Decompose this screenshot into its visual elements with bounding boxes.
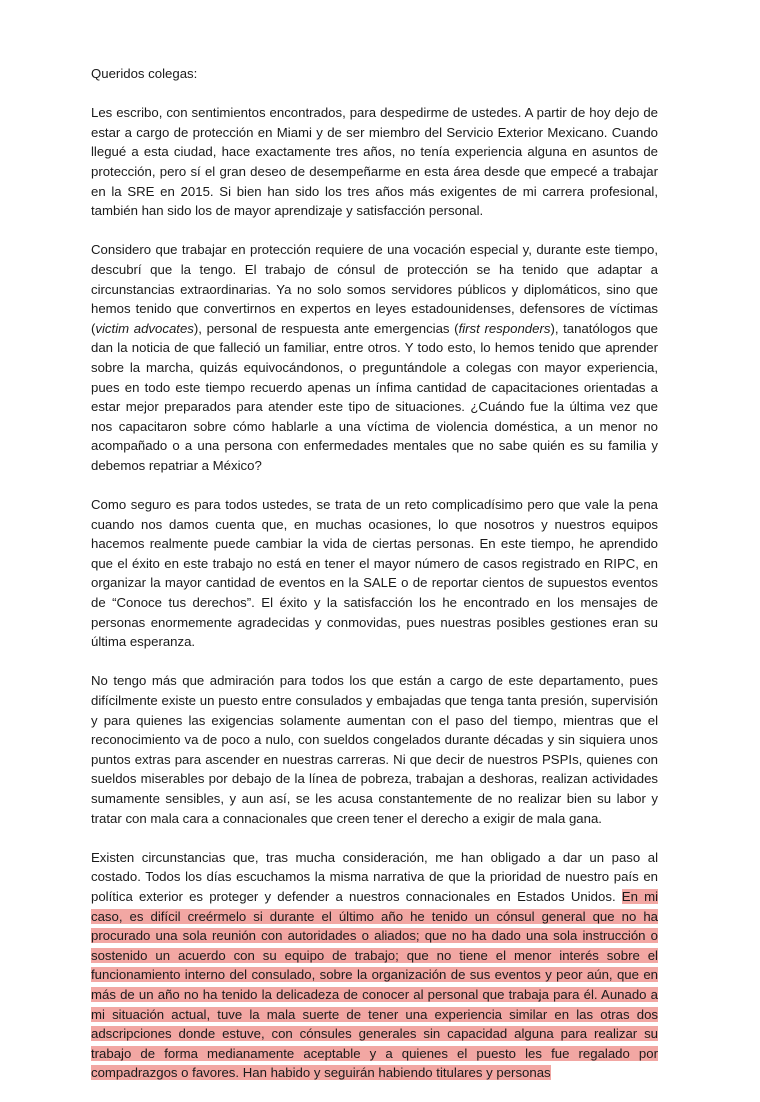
letter-paragraph-1 bbox=[91, 103, 658, 221]
paragraph-text: Como seguro es para todos ustedes, se trata de un reto complicadísimo pero que vale la pena cuando nos damos cuenta que, en muchas ocasiones, lo que nosotros y nuestros equipos hacemos realmente puede cambiar la vida de ciertas personas. En este tiempo, he aprendido que el éxito en este trabajo no está en tener el mayor número de casos registrado en RIPC, en organizar la mayor cantidad de eventos en la SALE o de reportar cientos de supuestos eventos de “Conoce tus derechos”. El éxito y la satisfacción los he encontrado en los mensajes de personas enormemente agradecidas y conmovidas, pues nuestras posibles gestiones eran su última esperanza. bbox=[91, 497, 658, 650]
paragraph-text: ), tanatólogos que dan la noticia de que falleció un familiar, entre otros. Y todo esto, lo hemos tenido que aprender sobre la marcha, quizás equivocándonos, o preguntándole a colegas con mayor experiencia, pues en todo este tiempo recuerdo apenas un ínfima cantidad de capacitaciones orientadas a estar mejor preparados para atender este tipo de situaciones. ¿Cuándo fue la última vez que nos capacitaron sobre cómo hablarle a una víctima de violencia doméstica, a un menor no acompañado o a una persona con enfermedades mentales que no sabe quién es su familia y debemos repatriar a México? bbox=[91, 320, 658, 473]
letter-page bbox=[91, 64, 658, 1102]
letter-greeting: Queridos colegas: bbox=[91, 66, 198, 81]
letter-paragraph-2 bbox=[91, 240, 658, 475]
letter-paragraph-3 bbox=[91, 495, 658, 652]
highlighted-passage: En mi caso, es difícil creérmelo si durante el último año he tenido un cónsul general que no ha procurado una sola reunión con autoridades o aliados; que no ha dado una sola instrucción o sostenido un acuerdo con su equipo de trabajo; que no tiene el menor interés sobre el funcionamiento interno del consulado, sobre la organización de sus eventos y peor aún, que en más de un año no ha tenido la delicadeza de conocer al personal que trabaja para él. Aunado a mi situación actual, tuve la mala suerte de tener una experiencia similar en las otras dos adscripciones donde estuve, con cónsules generales sin capacidad alguna para realizar su trabajo de forma medianamente aceptable y a quienes el puesto les fue regalado por compadrazgos o favores. Han habido y seguirán habiendo titulares y personas bbox=[91, 888, 658, 1081]
paragraph-text: Les escribo, con sentimientos encontrados, para despedirme de ustedes. A partir de hoy dejo de estar a cargo de protección en Miami y de ser miembro del Servicio Exterior Mexicano. Cuando llegué a esta ciudad, hace exactamente tres años, no tenía experiencia alguna en asuntos de protección, pero sí el gran deseo de desempeñarme en esta área desde que empecé a trabajar en la SRE en 2015. Si bien han sido los tres años más exigentes de mi carrera profesional, también han sido los de mayor aprendizaje y satisfacción personal. bbox=[91, 105, 658, 219]
paragraph-text: Considero que trabajar en protección requiere de una vocación especial y, durante este tiempo, descubrí que la tengo. El trabajo de cónsul de protección se ha tenido que adaptar a circunstancias extraordinarias. Ya no solo somos servidores públicos y diplomáticos, sino que hemos tenido que convertirnos en expertos en leyes estadounidenses, defensores de víctimas ( bbox=[91, 242, 658, 336]
paragraph-text: ), personal de respuesta ante emergencias ( bbox=[193, 320, 459, 336]
letter-paragraph-5 bbox=[91, 848, 658, 1083]
paragraph-text: Existen circunstancias que, tras mucha consideración, me han obligado a dar un paso al costado. Todos los días escuchamos la misma narrativa de que la prioridad de nuestro país en política exterior es proteger y defender a nuestros connacionales en Estados Unidos. bbox=[91, 849, 658, 904]
letter-paragraph-4 bbox=[91, 671, 658, 828]
paragraph-text: No tengo más que admiración para todos los que están a cargo de este departamento, pues difícilmente existe un puesto entre consulados y embajadas que tenga tanta presión, supervisión y para quienes las exigencias solamente aumentan con el paso del tiempo, mientras que el reconocimiento va de poco a nulo, con sueldos congelados durante décadas y sin siquiera unos puntos extras para ascender en nuestras carreras. Ni que decir de nuestros PSPIs, quienes con sueldos miserables por debajo de la línea de pobreza, trabajan a deshoras, realizan actividades sumamente sensibles, y aun así, se les acusa constantemente de no realizar bien su labor y tratar con mala cara a connacionales que creen tener el derecho a exigir de mala gana. bbox=[91, 673, 658, 826]
italic-term-first-responders: first responders bbox=[458, 320, 551, 336]
italic-term-victim-advocates: victim advocates bbox=[95, 320, 194, 336]
